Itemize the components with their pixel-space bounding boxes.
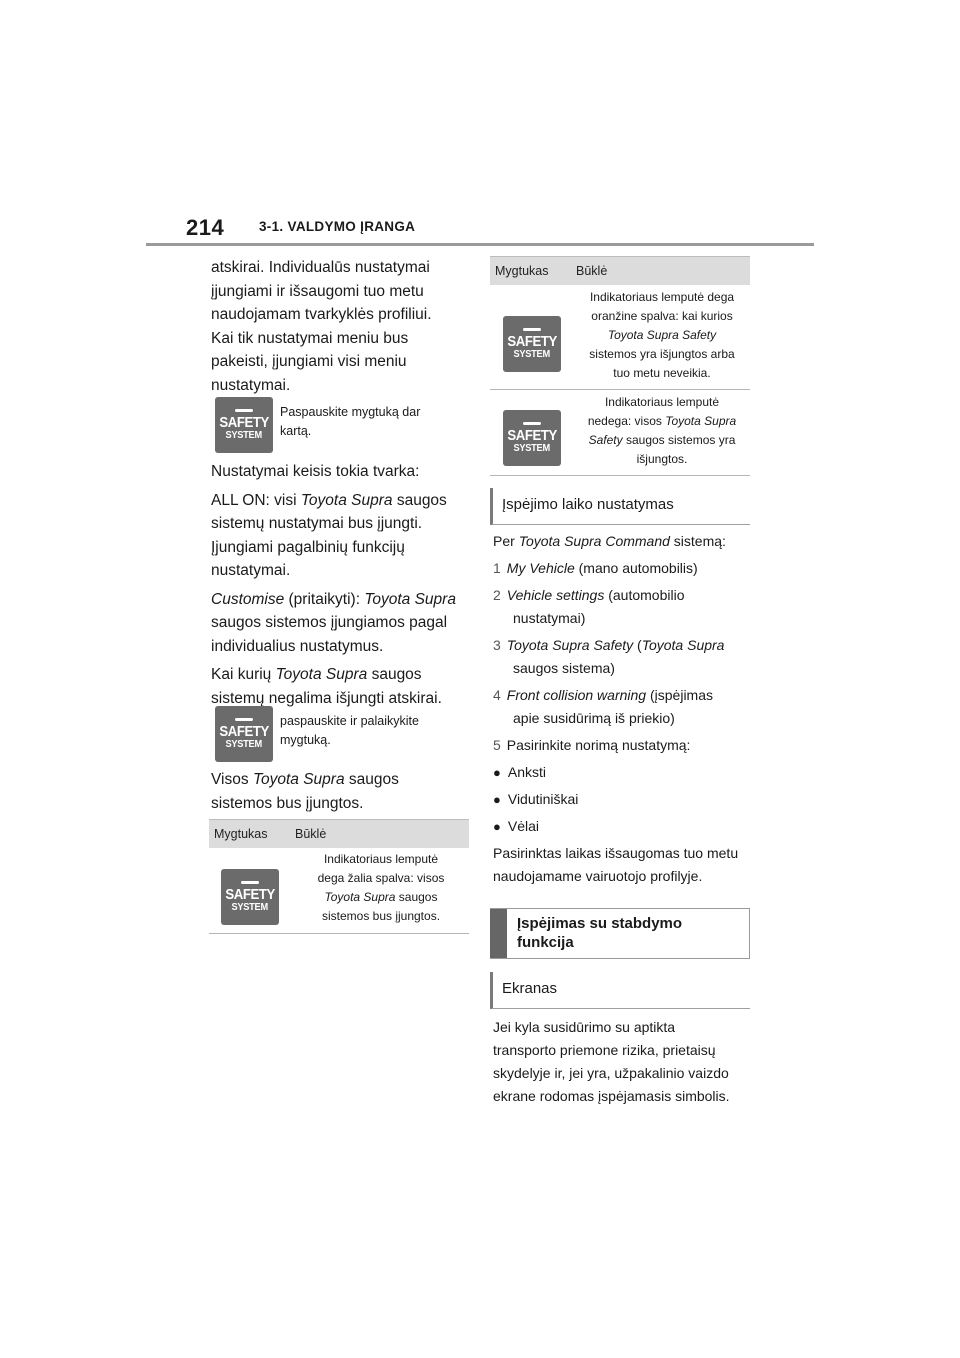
page-number: 214 [186, 215, 225, 240]
section-heading-warning-time: Įspėjimo laiko nustatymas [490, 488, 750, 525]
section-title: 3-1. VALDYMO ĮRANGA [259, 219, 416, 234]
intro-paragraph: atskirai. Individualūs nustatymai įjungiami ir išsaugomi tuo metu naudojamam tvarkyklės profiliui. Kai tik nustatymai meniu bus pakeisti, įjungiami visi meniu nustatymai. [211, 259, 432, 394]
instructions: Per Toyota Supra Command sistemą: 1 My Vehicle (mano automobilis) 2 Vehicle settings (automobilio nustatymai) 3 Toyota Supra Safety (Toyota Supra saugos sistema) 4 Front collision warning (įspėjimas apie susidūrimą iš priekio) 5 Pasirinkite norimą nustatymą: ● Anksti ● Vidutiniškai ● Vėlai Pasirinktas laikas išsaugomas tuo metu naudojamame vairuotojo profilyje. [493, 533, 739, 884]
safety-system-button-icon: SAFETY SYSTEM [503, 410, 561, 466]
safety-system-button-icon: SAFETY SYSTEM [503, 316, 561, 372]
press-hold-note: paspauskite ir palaikykite mygtuką. [280, 714, 419, 747]
all-systems-on-text: Visos Toyota Supra saugos sistemos bus įjungtos. [211, 771, 399, 812]
section-heading-brake: Įspėjimas su stabdymo funkcija [490, 908, 750, 959]
table-row: Indikatoriaus lemputė dega oranžine spalva: kai kurios Toyota Supra Safety sistemos yra išjungtos arba tuo metu neveikia. [589, 290, 735, 380]
press-again-note: Paspauskite mygtuką dar kartą. [280, 405, 421, 438]
table-rule [490, 475, 750, 476]
table-row: Indikatoriaus lemputė dega žalia spalva: visos Toyota Supra saugos sistemos bus įjungtos. [317, 852, 445, 923]
bullet-icon: ● [493, 792, 501, 807]
table-header: Mygtukas Būklė [490, 256, 750, 285]
section-heading-screen: Ekranas [490, 972, 750, 1009]
table-rule [209, 933, 469, 934]
bullet-icon: ● [493, 819, 501, 834]
bullet-icon: ● [493, 765, 501, 780]
table-header: Mygtukas Būklė [209, 819, 469, 848]
screen-paragraph: Jei kyla susidūrimo su aptikta transporto priemone rizika, prietaisų skydelyje ir, jei yra, užpakalinio vaizdo ekrane rodomas įspėjamasis simbolis. [493, 1019, 730, 1104]
settings-order-text: Nustatymai keisis tokia tvarka: ALL ON: visi Toyota Supra saugos sistemų nustatymai bus įjungti. Įjungiami pagalbinių funkcijų nustatymai. Customise (pritaikyti): Toyota Supra saugos sistemos įjungiamos pagal individualius nustatymus. Kai kurių Toyota Supra saugos sistemų negalima išjungti atskirai. [211, 463, 456, 707]
safety-system-button-icon: SAFETY SYSTEM [215, 706, 273, 762]
header-rule [146, 243, 814, 246]
table-row: Indikatoriaus lemputė nedega: visos Toyota Supra Safety saugos sistemos yra išjungtos. [587, 395, 737, 466]
safety-system-button-icon: SAFETY SYSTEM [215, 397, 273, 453]
safety-system-button-icon: SAFETY SYSTEM [221, 869, 279, 925]
table-rule [490, 389, 750, 390]
